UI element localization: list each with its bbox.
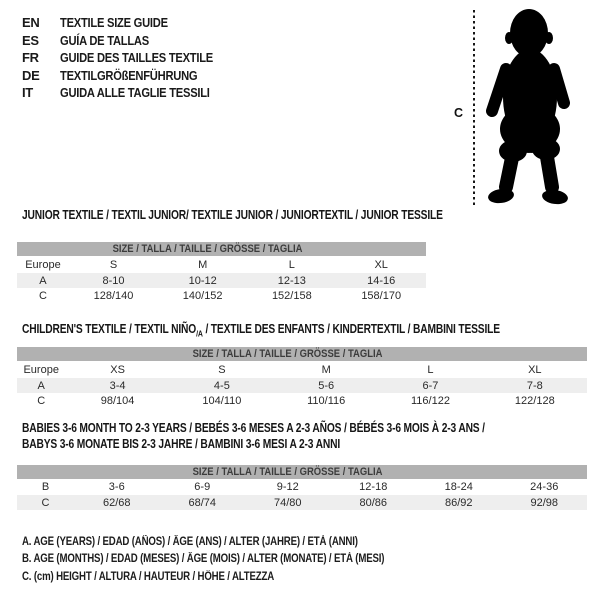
table-row-age-months [17, 479, 587, 495]
row-label-cell: A [17, 273, 69, 288]
size-cell: 92/98 [502, 495, 588, 510]
row-label-cell: Europe [23, 363, 59, 376]
size-cell: 3-6 [108, 481, 125, 493]
row-label-cell: B [41, 481, 50, 493]
size-header-row [17, 242, 426, 256]
size-cell: 116/122 [411, 394, 450, 407]
size-cell: S [218, 363, 226, 376]
size-cell: 80/86 [331, 495, 417, 510]
junior-section-title-text: JUNIOR TEXTILE / TEXTIL JUNIOR/ TEXTILE JUNIOR / JUNIORTEXTIL / JUNIOR TESSILE [22, 208, 443, 222]
footnote-age-years [22, 533, 453, 551]
babies-section-title [22, 421, 586, 452]
size-cell: 10-12 [158, 273, 247, 288]
size-cell: 68/74 [160, 495, 246, 510]
babies-title-line2: BABYS 3-6 MONATE BIS 2-3 JAHRE / BAMBINI 3-6 MESI A 2-3 ANNI [22, 436, 341, 451]
language-row-it [22, 84, 238, 102]
size-header-label: SIZE / TALLA / TAILLE / GRÖSSE / TAGLIA [192, 466, 383, 478]
size-cell: M [321, 363, 331, 376]
children-title-post: / TEXTILE DES ENFANTS / KINDERTEXTIL / BAMBINI TESSILE [202, 322, 500, 336]
language-title: GUIDA ALLE TAGLIE TESSILI [60, 85, 210, 101]
table-row-height [17, 288, 426, 303]
language-row-fr [22, 49, 238, 67]
language-row-de [22, 67, 238, 85]
size-header-label: SIZE / TALLA / TAILLE / GRÖSSE / TAGLIA [192, 348, 383, 360]
size-cell: XS [110, 363, 125, 376]
size-cell: XL [528, 363, 542, 376]
size-cell: 7-8 [483, 378, 587, 393]
size-cell: L [288, 258, 295, 271]
table-row-europe [17, 361, 587, 378]
size-cell: 4-5 [170, 378, 274, 393]
row-label-cell: A [17, 378, 65, 393]
children-section-title [22, 322, 600, 342]
size-cell: 12-18 [359, 481, 388, 493]
size-cell: 6-9 [194, 481, 211, 493]
footnote-text: B. AGE (MONTHS) / EDAD (MESES) / ÂGE (MOIS) / ALTER (MONATE) / ETÀ (MESI) [22, 553, 385, 566]
size-cell: 8-10 [69, 273, 158, 288]
language-row-en [22, 14, 238, 32]
size-cell: 110/116 [307, 394, 346, 407]
children-title-sub: /A [196, 328, 203, 339]
language-code: IT [22, 85, 33, 101]
size-header-label: SIZE / TALLA / TAILLE / GRÖSSE / TAGLIA [112, 243, 303, 255]
footnote-age-months [22, 551, 453, 569]
size-cell: 128/140 [93, 289, 134, 302]
size-cell: 104/110 [202, 394, 242, 407]
size-cell: 24-36 [530, 481, 559, 493]
row-label-cell: C [37, 394, 46, 407]
size-cell: L [427, 363, 434, 376]
size-cell: 62/68 [74, 495, 160, 510]
row-label-cell: C [17, 495, 74, 510]
table-row-age [17, 273, 426, 288]
size-cell: 98/104 [100, 394, 135, 407]
row-label-cell: Europe [25, 258, 61, 271]
size-cell: 3-4 [65, 378, 169, 393]
table-row-europe [17, 256, 426, 273]
footnotes [22, 533, 453, 586]
size-cell: 158/170 [361, 289, 402, 302]
baby-silhouette-icon [482, 7, 580, 206]
language-guide [22, 14, 238, 102]
footnote-text: A. AGE (YEARS) / EDAD (AÑOS) / ÂGE (ANS) / ALTER (JAHRE) / ETÀ (ANNI) [22, 535, 358, 548]
junior-size-table [17, 242, 426, 303]
language-code: EN [22, 15, 40, 31]
size-cell: M [198, 258, 208, 271]
row-label-cell: C [38, 289, 47, 302]
table-row-height [17, 393, 587, 408]
size-cell: XL [374, 258, 388, 271]
size-cell: 18-24 [444, 481, 473, 493]
size-cell: 5-6 [274, 378, 378, 393]
size-header-row [17, 347, 587, 361]
language-title: GUÍA DE TALLAS [60, 32, 149, 48]
height-label: C [454, 106, 464, 120]
size-cell: 12-13 [247, 273, 336, 288]
size-cell: 86/92 [416, 495, 502, 510]
language-code: FR [22, 50, 39, 66]
language-title: TEXTILE SIZE GUIDE [60, 15, 168, 31]
height-dashed-line [473, 10, 475, 207]
children-size-table [17, 347, 587, 408]
footnote-text: C. (cm) HEIGHT / ALTURA / HAUTEUR / HÖHE / ALTEZZA [22, 570, 275, 583]
size-cell: 6-7 [378, 378, 482, 393]
language-title: TEXTILGRÖßENFÜHRUNG [60, 67, 198, 83]
size-cell: 74/80 [245, 495, 331, 510]
junior-section-title [22, 208, 535, 224]
table-row-age [17, 378, 587, 393]
language-row-es [22, 32, 238, 50]
size-cell: 14-16 [336, 273, 426, 288]
table-row-height [17, 495, 587, 510]
children-title-pre: CHILDREN'S TEXTILE / TEXTIL NIÑO [22, 322, 197, 336]
language-code: DE [22, 67, 40, 83]
size-cell: 122/128 [514, 394, 555, 407]
language-code: ES [22, 32, 39, 48]
footnote-height [22, 568, 453, 586]
size-cell: 152/158 [271, 289, 312, 302]
language-title: GUIDE DES TAILLES TEXTILE [60, 50, 213, 66]
babies-title-line1: BABIES 3-6 MONTH TO 2-3 YEARS / BEBÉS 3-6 MESES A 2-3 AÑOS / BÉBÉS 3-6 MOIS À 2-3 ANS / [22, 421, 485, 435]
size-cell: S [109, 258, 118, 271]
size-header-row [17, 465, 587, 479]
babies-size-table [17, 465, 587, 510]
size-cell: 140/152 [182, 289, 223, 302]
size-cell: 9-12 [276, 481, 299, 493]
